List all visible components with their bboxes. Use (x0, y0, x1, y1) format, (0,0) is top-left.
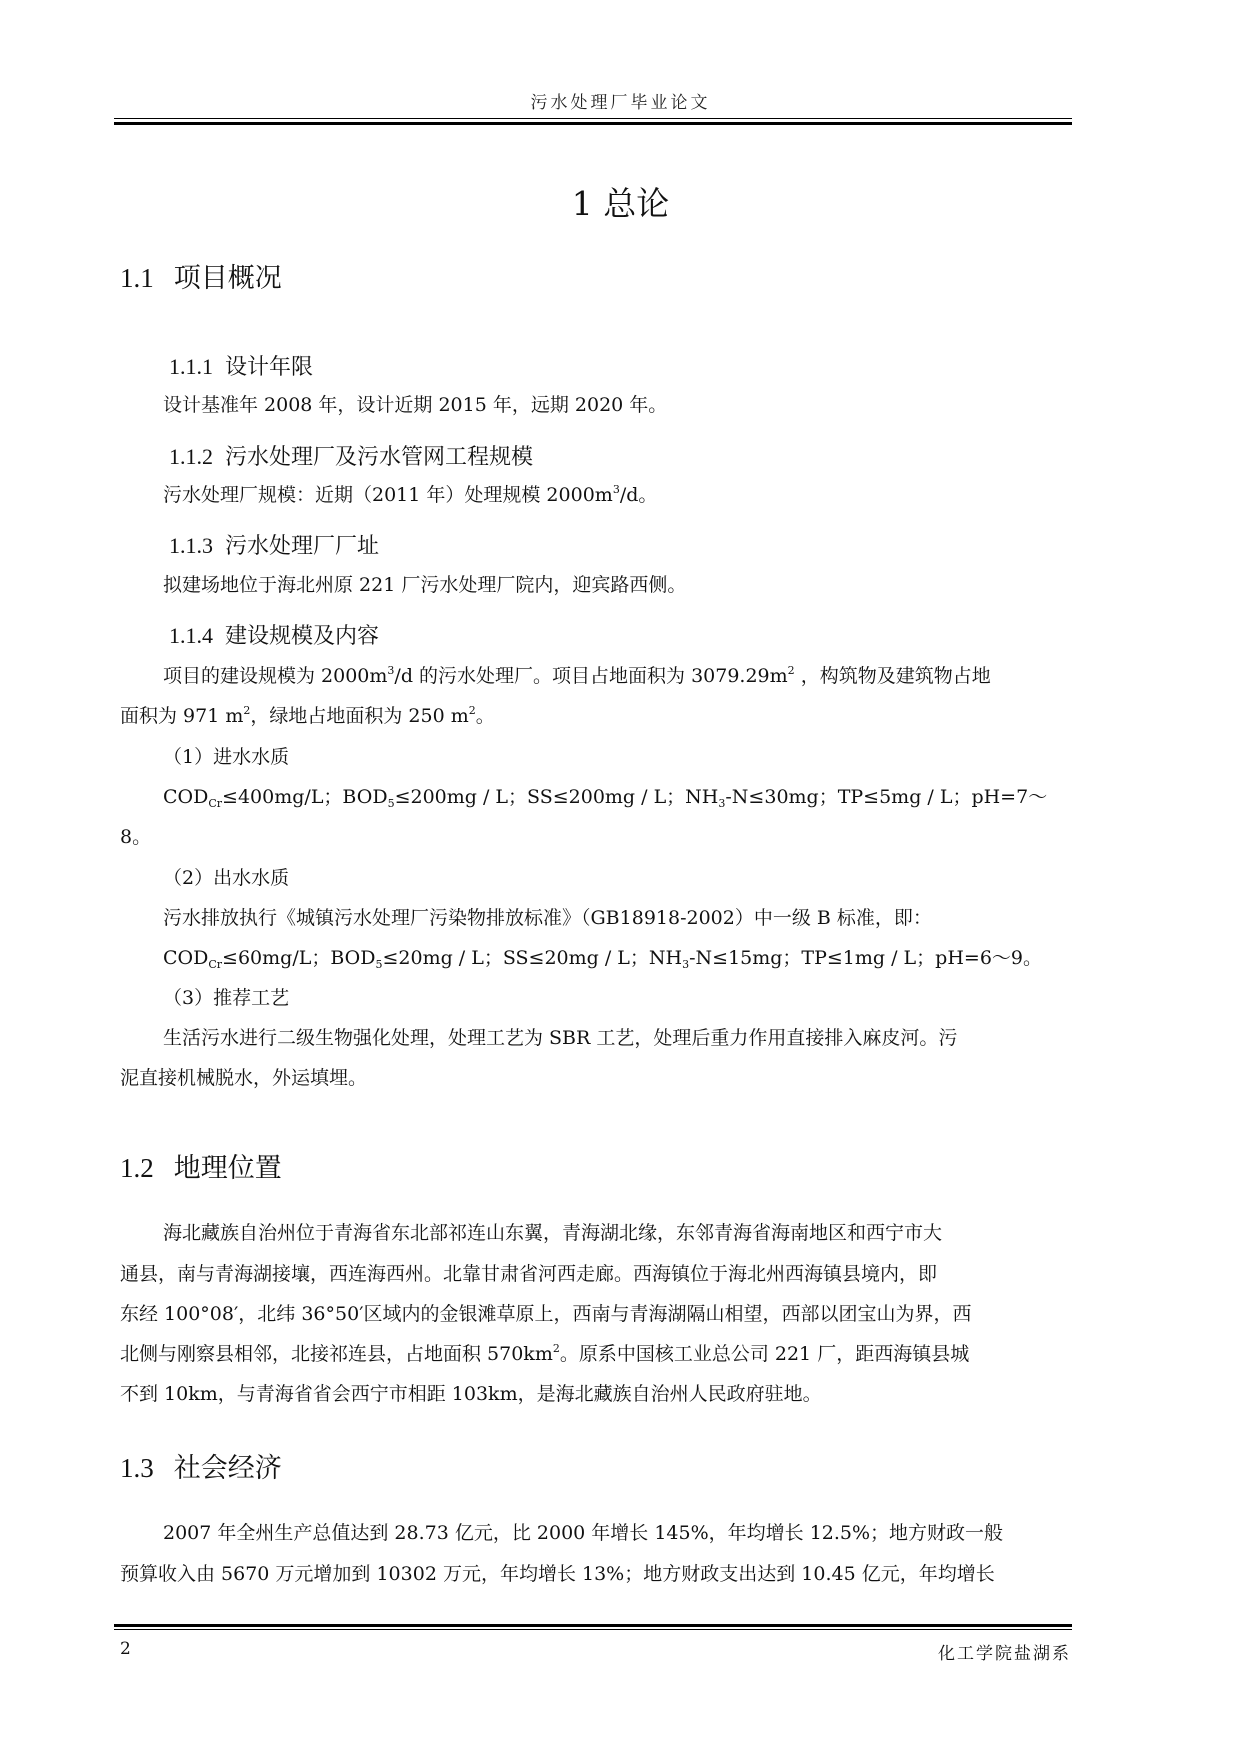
footer-department: 化工学院盐湖系 (938, 1644, 1071, 1664)
geo-text-line-5: 不到 10km，与青海省省会西宁市相距 103km，是海北藏族自治州人民政府驻地。 (120, 1383, 822, 1405)
header-rule-thin (114, 118, 1072, 119)
section-title: 地理位置 (173, 1153, 282, 1184)
geo-text-line-4: 北侧与刚察县相邻，北接祁连县，占地面积 $570km^2$。原系中国核工业总公司 221 厂，距西海镇县城 (120, 1342, 970, 1365)
footer-rule-thick (114, 1624, 1072, 1627)
subsection-number: 1.1.3 (169, 533, 213, 558)
page-number: 2 (120, 1639, 131, 1659)
site-text: 拟建场地位于海北州原 221 厂污水处理厂院内，迎宾路西侧。 (163, 574, 687, 596)
subsection-title: 污水处理厂厂址 (225, 534, 380, 559)
construction-scale-line-1: 项目的建设规模为 $2000m^3/d$ 的污水处理厂。项目占地面积为 $3079.29m^2$ ，构筑物及建筑物占地 (163, 664, 991, 687)
process-heading: （3）推荐工艺 (163, 987, 290, 1009)
subsection-title: 设计年限 (225, 355, 314, 380)
subsection-number: 1.1.1 (169, 354, 213, 379)
geo-text-line-1: 海北藏族自治州位于青海省东北部祁连山东翼，青海湖北缘，东邻青海省海南地区和西宁市大 (163, 1222, 943, 1244)
outflow-standard-text: 污水排放执行《城镇污水处理厂污染物排放标准》（GB18918-2002）中一级 B 标准，即： (163, 907, 932, 929)
subsection-heading-1-1-3 (169, 529, 379, 560)
economy-text-line-2: 预算收入由 5670 万元增加到 10302 万元，年均增长 13%；地方财政支出达到 10.45 亿元，年均增长 (120, 1563, 995, 1585)
running-header: 污水处理厂毕业论文 (530, 93, 711, 113)
section-number: 1.1 (120, 263, 154, 293)
subsection-title: 污水处理厂及污水管网工程规模 (225, 445, 534, 470)
chapter-title: 1 总论 (571, 184, 670, 223)
economy-text-line-1: 2007 年全州生产总值达到 28.73 亿元，比 2000 年增长 145%，年均增长 12.5%；地方财政一般 (163, 1522, 1004, 1544)
section-heading-1-3 (120, 1446, 282, 1485)
section-title: 项目概况 (173, 263, 282, 294)
subsection-number: 1.1.2 (169, 444, 213, 469)
scale-text: 污水处理厂规模：近期（2011 年）处理规模 $2000m^3/d$。 (163, 483, 658, 506)
geo-text-line-3: 东经 100°08′，北纬 36°50′区域内的金银滩草原上，西南与青海湖隔山相望，西部以团宝山为界，西 (120, 1303, 972, 1325)
subsection-heading-1-1-2 (169, 440, 533, 471)
subsection-heading-1-1-4 (169, 619, 379, 650)
process-text-line-2: 泥直接机械脱水，外运填埋。 (120, 1067, 368, 1089)
section-number: 1.3 (120, 1453, 154, 1483)
subsection-heading-1-1-1 (169, 350, 313, 381)
construction-scale-line-2: 面积为 971 $m^2$，绿地占地面积为 250 $m^2$。 (120, 704, 495, 727)
geo-text-line-2: 通县，南与青海湖接壤，西连海西州。北靠甘肃省河西走廊。西海镇位于海北州西海镇县境内，即 (120, 1263, 938, 1285)
section-heading-1-2 (120, 1146, 282, 1185)
header-rule-thick (114, 122, 1072, 125)
inflow-quality-values: $COD_{Cr}\le 400mg/L$；$BOD_5\le 200mg / L$；SS≤200mg / L；$NH_3-N\le 30mg$；TP≤5mg / L；pH=7～ (163, 786, 1048, 810)
subsection-number: 1.1.4 (169, 623, 213, 648)
inflow-quality-heading: （1）进水水质 (163, 746, 290, 768)
section-heading-1-1 (120, 256, 282, 295)
process-text-line-1: 生活污水进行二级生物强化处理，处理工艺为 SBR 工艺，处理后重力作用直接排入麻皮河。污 (163, 1027, 958, 1049)
section-title: 社会经济 (173, 1453, 282, 1484)
design-years-text: 设计基准年 2008 年，设计近期 2015 年，远期 2020 年。 (163, 394, 668, 416)
section-number: 1.2 (120, 1153, 154, 1183)
outflow-quality-heading: （2）出水水质 (163, 867, 290, 889)
inflow-quality-wrap: 8。 (120, 826, 152, 848)
subsection-title: 建设规模及内容 (225, 624, 380, 649)
footer-rule-thin (114, 1629, 1072, 1630)
outflow-quality-values: $COD_{Cr}\le 60mg/L$；$BOD_5\le 20mg / L$；SS≤20mg / L；$NH_3-N\le 15mg$；TP≤1mg / L；pH=6～9。 (163, 947, 1043, 971)
